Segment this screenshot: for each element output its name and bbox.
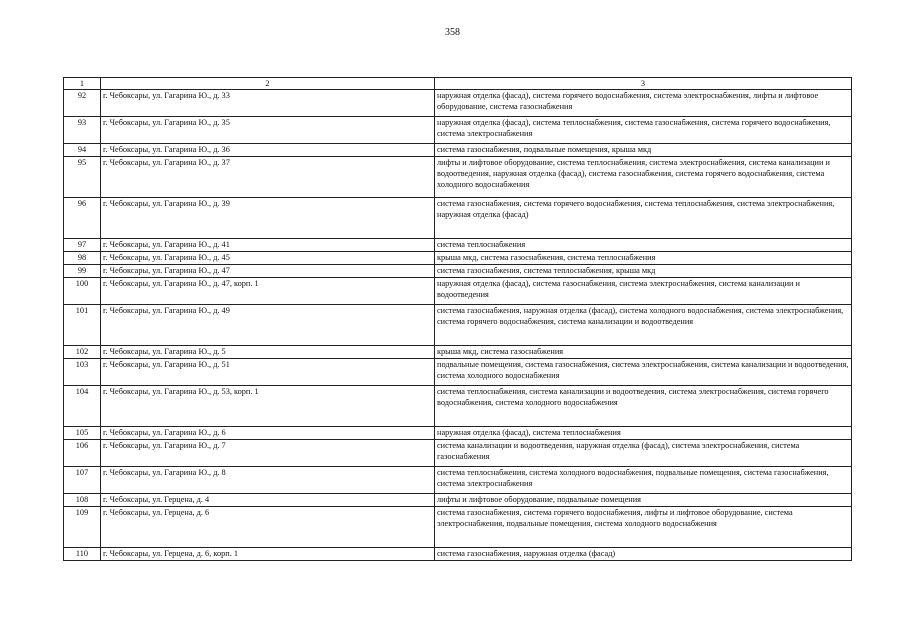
table-row bbox=[64, 507, 852, 548]
row-address: г. Чебоксары, ул. Гагарина Ю., д. 45 bbox=[101, 252, 435, 265]
table-row bbox=[64, 548, 852, 561]
row-number: 95 bbox=[64, 157, 101, 198]
table-row bbox=[64, 427, 852, 440]
row-address: г. Чебоксары, ул. Гагарина Ю., д. 8 bbox=[101, 467, 435, 494]
table-row bbox=[64, 386, 852, 427]
table-row bbox=[64, 239, 852, 252]
row-address: г. Чебоксары, ул. Герцена, д. 6 bbox=[101, 507, 435, 548]
row-address: г. Чебоксары, ул. Герцена, д. 6, корп. 1 bbox=[101, 548, 435, 561]
table-row bbox=[64, 305, 852, 346]
row-systems: система канализации и водоотведения, наружная отделка (фасад), система электроснабжения, система газоснабжения bbox=[435, 440, 852, 467]
row-systems: лифты и лифтовое оборудование, система теплоснабжения, система электроснабжения, система канализации и водоотведения, наружная отделка (фасад), система газоснабжения, система горячего водоснабжения, система холодного водоснабжения bbox=[435, 157, 852, 198]
table-row bbox=[64, 198, 852, 239]
row-number: 106 bbox=[64, 440, 101, 467]
table-row bbox=[64, 359, 852, 386]
header-col-1: 1 bbox=[64, 78, 101, 90]
row-systems: наружная отделка (фасад), система теплоснабжения, система газоснабжения, система горячего водоснабжения, система электроснабжения bbox=[435, 117, 852, 144]
row-number: 110 bbox=[64, 548, 101, 561]
table-row bbox=[64, 117, 852, 144]
page-number: 358 bbox=[445, 27, 460, 38]
row-number: 100 bbox=[64, 278, 101, 305]
table-row bbox=[64, 144, 852, 157]
row-number: 97 bbox=[64, 239, 101, 252]
row-systems: наружная отделка (фасад), система горячего водоснабжения, система электроснабжения, лифты и лифтовое оборудование, система газоснабжения bbox=[435, 90, 852, 117]
table-row bbox=[64, 467, 852, 494]
row-systems: наружная отделка (фасад), система газоснабжения, система электроснабжения, система канализации и водоотведения bbox=[435, 278, 852, 305]
table-row bbox=[64, 278, 852, 305]
row-number: 109 bbox=[64, 507, 101, 548]
row-systems: система теплоснабжения bbox=[435, 239, 852, 252]
row-systems: система газоснабжения, подвальные помещения, крыша мкд bbox=[435, 144, 852, 157]
row-address: г. Чебоксары, ул. Гагарина Ю., д. 35 bbox=[101, 117, 435, 144]
row-number: 102 bbox=[64, 346, 101, 359]
row-systems: наружная отделка (фасад), система теплоснабжения bbox=[435, 427, 852, 440]
row-address: г. Чебоксары, ул. Гагарина Ю., д. 36 bbox=[101, 144, 435, 157]
header-col-3: 3 bbox=[435, 78, 852, 90]
row-number: 103 bbox=[64, 359, 101, 386]
row-systems: система теплоснабжения, система холодного водоснабжения, подвальные помещения, система газоснабжения, система электроснабжения bbox=[435, 467, 852, 494]
row-systems: система газоснабжения, наружная отделка (фасад) bbox=[435, 548, 852, 561]
row-number: 96 bbox=[64, 198, 101, 239]
row-systems: крыша мкд, система газоснабжения bbox=[435, 346, 852, 359]
table-header-row bbox=[64, 78, 852, 90]
row-address: г. Чебоксары, ул. Гагарина Ю., д. 41 bbox=[101, 239, 435, 252]
row-systems: система газоснабжения, наружная отделка (фасад), система холодного водоснабжения, система электроснабжения, система горячего водоснабжения, система канализации и водоотведения bbox=[435, 305, 852, 346]
row-number: 108 bbox=[64, 494, 101, 507]
row-systems: крыша мкд, система газоснабжения, система теплоснабжения bbox=[435, 252, 852, 265]
row-number: 105 bbox=[64, 427, 101, 440]
row-address: г. Чебоксары, ул. Гагарина Ю., д. 6 bbox=[101, 427, 435, 440]
table-body bbox=[64, 78, 852, 561]
table-row bbox=[64, 440, 852, 467]
row-address: г. Чебоксары, ул. Гагарина Ю., д. 7 bbox=[101, 440, 435, 467]
row-number: 104 bbox=[64, 386, 101, 427]
row-systems: система газоснабжения, система теплоснабжения, крыша мкд bbox=[435, 265, 852, 278]
table-row bbox=[64, 265, 852, 278]
header-col-2: 2 bbox=[101, 78, 435, 90]
row-address: г. Чебоксары, ул. Гагарина Ю., д. 49 bbox=[101, 305, 435, 346]
table-row bbox=[64, 90, 852, 117]
table-row bbox=[64, 494, 852, 507]
row-number: 107 bbox=[64, 467, 101, 494]
row-number: 93 bbox=[64, 117, 101, 144]
table-row bbox=[64, 346, 852, 359]
row-number: 92 bbox=[64, 90, 101, 117]
row-address: г. Чебоксары, ул. Гагарина Ю., д. 5 bbox=[101, 346, 435, 359]
row-address: г. Чебоксары, ул. Гагарина Ю., д. 39 bbox=[101, 198, 435, 239]
row-systems: система газоснабжения, система горячего водоснабжения, лифты и лифтовое оборудование, система электроснабжения, подвальные помещения, система холодного водоснабжения bbox=[435, 507, 852, 548]
row-address: г. Чебоксары, ул. Герцена, д. 4 bbox=[101, 494, 435, 507]
address-table bbox=[63, 77, 852, 561]
table-row bbox=[64, 252, 852, 265]
row-address: г. Чебоксары, ул. Гагарина Ю., д. 37 bbox=[101, 157, 435, 198]
row-systems: подвальные помещения, система газоснабжения, система электроснабжения, система канализации и водоотведения, система холодного водоснабжения bbox=[435, 359, 852, 386]
row-systems: система газоснабжения, система горячего водоснабжения, система теплоснабжения, система электроснабжения, наружная отделка (фасад) bbox=[435, 198, 852, 239]
row-address: г. Чебоксары, ул. Гагарина Ю., д. 51 bbox=[101, 359, 435, 386]
row-number: 94 bbox=[64, 144, 101, 157]
row-address: г. Чебоксары, ул. Гагарина Ю., д. 53, корп. 1 bbox=[101, 386, 435, 427]
row-address: г. Чебоксары, ул. Гагарина Ю., д. 47 bbox=[101, 265, 435, 278]
row-systems: лифты и лифтовое оборудование, подвальные помещения bbox=[435, 494, 852, 507]
row-number: 101 bbox=[64, 305, 101, 346]
table-row bbox=[64, 157, 852, 198]
row-systems: система теплоснабжения, система канализации и водоотведения, система электроснабжения, система горячего водоснабжения, система холодного водоснабжения bbox=[435, 386, 852, 427]
row-address: г. Чебоксары, ул. Гагарина Ю., д. 33 bbox=[101, 90, 435, 117]
row-number: 98 bbox=[64, 252, 101, 265]
row-address: г. Чебоксары, ул. Гагарина Ю., д. 47, корп. 1 bbox=[101, 278, 435, 305]
row-number: 99 bbox=[64, 265, 101, 278]
